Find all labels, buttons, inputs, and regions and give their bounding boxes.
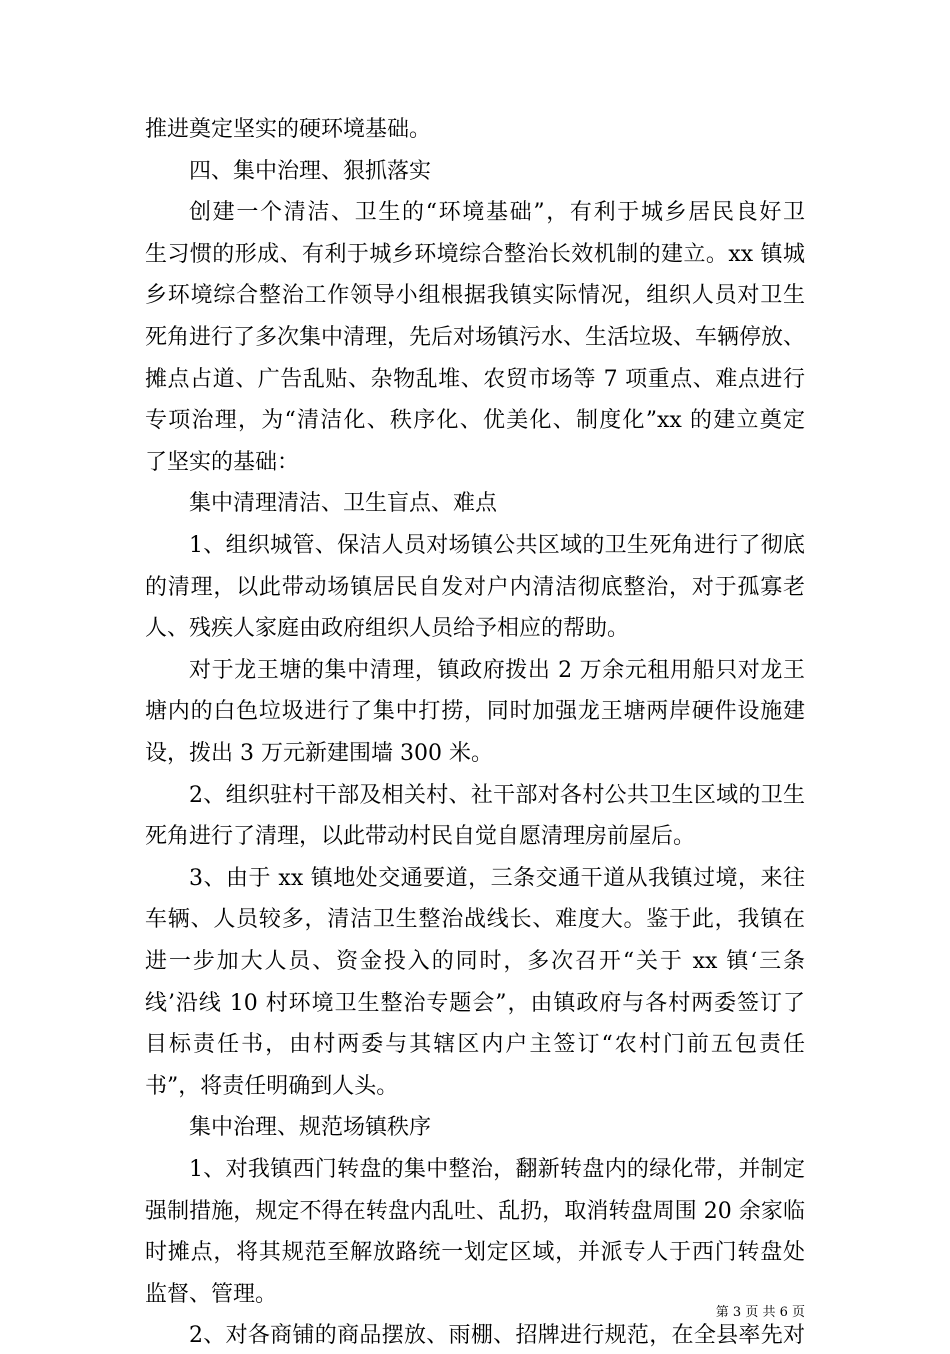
subheading: 集中清理清洁、卫生盲点、难点 <box>189 491 498 517</box>
subheading: 集中治理、规范场镇秩序 <box>189 1115 432 1141</box>
text-line: 创建一个清洁、卫生的“环境基础”，有利于城乡居民良好卫 <box>189 200 805 226</box>
text-line: 2、组织驻村干部及相关村、社干部对各村公共卫生区域的卫生 <box>189 782 805 808</box>
text-line: 专项治理，为“清洁化、秩序化、优美化、制度化”xx 的建立奠定 <box>145 408 805 434</box>
text-line: 车辆、人员较多，清洁卫生整治战线长、难度大。鉴于此，我镇在 <box>145 907 805 933</box>
text-line: 塘内的白色垃圾进行了集中打捞，同时加强龙王塘两岸硬件设施建 <box>145 699 805 725</box>
text-line: 3、由于 xx 镇地处交通要道，三条交通干道从我镇过境，来往 <box>189 865 805 891</box>
text-line: 1、组织城管、保洁人员对场镇公共区域的卫生死角进行了彻底 <box>189 533 805 558</box>
text-line: 强制措施，规定不得在转盘内乱吐、乱扔，取消转盘周围 20 余家临 <box>145 1198 805 1224</box>
text-line: 线’沿线 10 村环境卫生整治专题会”，由镇政府与各村两委签订了 <box>145 990 805 1016</box>
text-line: 生习惯的形成、有利于城乡环境综合整治长效机制的建立。xx 镇城 <box>145 241 805 267</box>
text-line: 监督、管理。 <box>145 1281 278 1307</box>
text-line: 1、对我镇西门转盘的集中整治，翻新转盘内的绿化带，并制定 <box>189 1157 805 1182</box>
text-line: 时摊点，将其规范至解放路统一划定区域，并派专人于西门转盘处 <box>145 1240 805 1266</box>
text-line: 进一步加大人员、资金投入的同时，多次召开“关于 xx 镇‘三条 <box>145 949 805 974</box>
text-line: 对于龙王塘的集中清理，镇政府拨出 2 万余元租用船只对龙王 <box>189 657 805 683</box>
text-line: 推进奠定坚实的硬环境基础。 <box>145 117 432 142</box>
text-line: 设，拨出 3 万元新建围墙 300 米。 <box>145 741 493 766</box>
text-line: 死角进行了多次集中清理，先后对场镇污水、生活垃圾、车辆停放、 <box>145 325 805 350</box>
text-line: 目标责任书，由村两委与其辖区内户主签订“农村门前五包责任 <box>145 1032 805 1058</box>
text-line: 摊点占道、广告乱贴、杂物乱堆、农贸市场等 7 项重点、难点进行 <box>145 366 805 392</box>
text-line: 乡环境综合整治工作领导小组根据我镇实际情况，组织人员对卫生 <box>145 283 805 309</box>
text-line: 了坚实的基础： <box>145 449 300 475</box>
page-number: 第 3 页 共 6 页 <box>715 1305 805 1320</box>
text-line: 人、残疾人家庭由政府组织人员给予相应的帮助。 <box>145 616 630 642</box>
text-line: 书”，将责任明确到人头。 <box>145 1073 399 1099</box>
text-line: 2、对各商铺的商品摆放、雨棚、招牌进行规范，在全县率先对 <box>189 1323 805 1349</box>
section-heading: 四、集中治理、狠抓落实 <box>189 158 432 184</box>
text-line: 的清理，以此带动场镇居民自发对户内清洁彻底整治，对于孤寡老 <box>145 574 805 600</box>
text-line: 死角进行了清理，以此带动村民自觉自愿清理房前屋后。 <box>145 824 696 850</box>
